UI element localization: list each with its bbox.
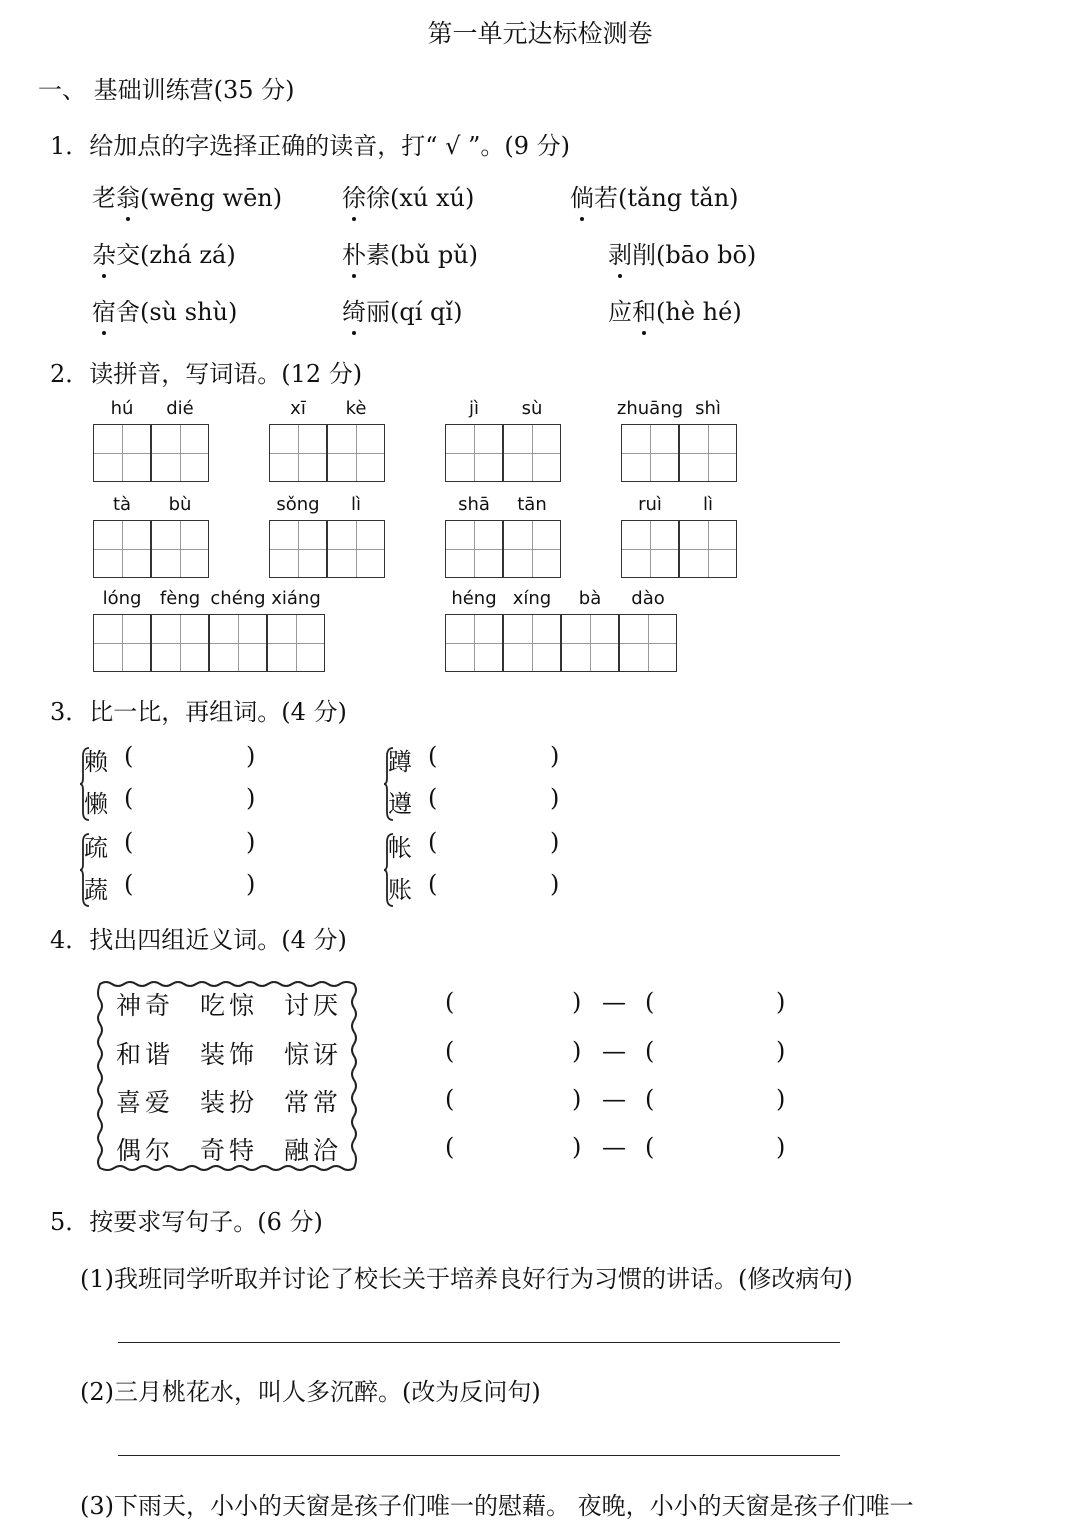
- word-answer-blank[interactable]: [140, 786, 246, 816]
- synonym-answer-blank[interactable]: [462, 990, 568, 1020]
- synonym-answer-blank[interactable]: [462, 1039, 568, 1069]
- word-option: 奇特: [200, 1136, 259, 1165]
- writing-cell[interactable]: [503, 424, 561, 482]
- paren-open: (: [124, 870, 134, 898]
- pronunciation-item: [342, 292, 462, 327]
- word-answer-blank[interactable]: [444, 744, 550, 774]
- paren-close: ): [246, 828, 256, 856]
- word-char: 素: [366, 241, 390, 269]
- word-char: 应: [608, 298, 632, 326]
- writing-cell[interactable]: [151, 614, 209, 672]
- dotted-char: 宿: [92, 292, 116, 327]
- writing-cell[interactable]: [151, 520, 209, 578]
- pronunciation-item: [608, 235, 756, 270]
- word-char: 舍: [116, 298, 140, 326]
- paren-open: (: [645, 1133, 655, 1161]
- paren-open: (: [428, 870, 438, 898]
- word-option: 装饰: [200, 1040, 259, 1069]
- pinyin-label: sǒng: [276, 494, 320, 515]
- paren-close: ): [572, 988, 582, 1016]
- dash: —: [602, 988, 626, 1016]
- pinyin-options[interactable]: (hè hé): [656, 298, 742, 326]
- paren-open: (: [645, 1037, 655, 1065]
- word-answer-blank[interactable]: [140, 872, 246, 902]
- compare-char: 蔬: [84, 876, 108, 904]
- pinyin-label: tān: [517, 494, 547, 515]
- paren-close: ): [572, 1085, 582, 1113]
- writing-cell[interactable]: [93, 520, 151, 578]
- pronunciation-item: [92, 235, 236, 270]
- word-char: 交: [116, 241, 140, 269]
- dotted-char: 和: [632, 292, 656, 327]
- writing-cell[interactable]: [445, 424, 503, 482]
- pinyin-label: hú: [110, 398, 134, 419]
- pinyin-options[interactable]: (bāo bō): [656, 241, 757, 269]
- writing-cell[interactable]: [151, 424, 209, 482]
- section-heading-basic: 一、 基础训练营(35 分): [38, 76, 295, 104]
- paren-close: ): [776, 1133, 786, 1161]
- pinyin-label: lóng: [102, 588, 142, 609]
- paren-close: ): [246, 870, 256, 898]
- paren-close: ): [246, 784, 256, 812]
- question-5-label: 5．按要求写句子。(6 分): [50, 1208, 323, 1236]
- word-option: 装扮: [200, 1088, 259, 1117]
- paren-close: ): [550, 828, 560, 856]
- writing-cell[interactable]: [327, 520, 385, 578]
- word-char: 徐: [366, 184, 390, 212]
- writing-cell[interactable]: [93, 424, 151, 482]
- paren-open: (: [445, 988, 455, 1016]
- pinyin-label: tà: [112, 494, 132, 515]
- dotted-char: 翁: [116, 178, 140, 213]
- paren-close: ): [572, 1133, 582, 1161]
- pinyin-label: zhuāng: [616, 398, 684, 419]
- pinyin-options[interactable]: (qí qǐ): [390, 298, 463, 326]
- writing-cell[interactable]: [561, 614, 619, 672]
- word-answer-blank[interactable]: [140, 830, 246, 860]
- writing-cell[interactable]: [503, 614, 561, 672]
- paren-open: (: [445, 1037, 455, 1065]
- compare-char: 赖: [84, 748, 108, 776]
- pronunciation-item: [570, 178, 739, 213]
- paren-close: ): [776, 988, 786, 1016]
- pinyin-label: bà: [578, 588, 602, 609]
- pinyin-label: lì: [702, 494, 713, 515]
- writing-cell[interactable]: [267, 614, 325, 672]
- pinyin-label: bù: [168, 494, 192, 515]
- dotted-char: 倘: [570, 178, 594, 213]
- compare-char: 蹲: [388, 748, 412, 776]
- synonym-answer-blank[interactable]: [662, 1039, 772, 1069]
- writing-cell[interactable]: [619, 614, 677, 672]
- word-answer-blank[interactable]: [444, 830, 550, 860]
- pronunciation-item: [608, 292, 742, 327]
- writing-cell[interactable]: [621, 424, 679, 482]
- word-option: 惊讶: [284, 1040, 343, 1069]
- word-option: 吃惊: [200, 991, 259, 1020]
- writing-cell[interactable]: [679, 424, 737, 482]
- paren-open: (: [645, 988, 655, 1016]
- pinyin-label: chéng: [210, 588, 266, 609]
- paren-close: ): [776, 1085, 786, 1113]
- word-char: 削: [632, 241, 656, 269]
- pinyin-options[interactable]: (bǔ pǔ): [390, 241, 478, 269]
- pinyin-label: fèng: [159, 588, 201, 609]
- paren-open: (: [428, 828, 438, 856]
- writing-cell[interactable]: [679, 520, 737, 578]
- word-option: 和谐: [116, 1040, 175, 1069]
- pinyin-label: shā: [458, 494, 490, 515]
- sentence-3: (3)下雨天，小小的天窗是孩子们唯一的慰藉。 夜晚，小小的天窗是孩子们唯一: [80, 1492, 914, 1520]
- paren-close: ): [550, 870, 560, 898]
- dash: —: [602, 1037, 626, 1065]
- dash: —: [602, 1133, 626, 1161]
- synonym-answer-blank[interactable]: [462, 1087, 568, 1117]
- sentence-1: (1)我班同学听取并讨论了校长关于培养良好行为习惯的讲话。(修改病句): [80, 1265, 853, 1293]
- pinyin-label: héng: [451, 588, 497, 609]
- paren-open: (: [645, 1085, 655, 1113]
- pinyin-label: jì: [468, 398, 479, 419]
- writing-cell[interactable]: [327, 424, 385, 482]
- dotted-char: 朴: [342, 235, 366, 270]
- answer-line-2[interactable]: [118, 1455, 840, 1456]
- synonym-answer-blank[interactable]: [662, 990, 772, 1020]
- dotted-char: 杂: [92, 235, 116, 270]
- pronunciation-item: [92, 178, 282, 213]
- paren-close: ): [572, 1037, 582, 1065]
- paren-open: (: [124, 784, 134, 812]
- pronunciation-item: [342, 235, 478, 270]
- writing-cell[interactable]: [93, 614, 151, 672]
- paren-open: (: [428, 784, 438, 812]
- compare-char: 疏: [84, 834, 108, 862]
- pinyin-options[interactable]: (xú xú): [390, 184, 475, 212]
- word-answer-blank[interactable]: [444, 872, 550, 902]
- pinyin-options[interactable]: (zhá zá): [140, 241, 236, 269]
- writing-cell[interactable]: [621, 520, 679, 578]
- pinyin-label: xī: [290, 398, 306, 419]
- page-title: 第一单元达标检测卷: [427, 19, 653, 48]
- paren-open: (: [124, 828, 134, 856]
- compare-char: 遵: [388, 790, 412, 818]
- question-2-label: 2．读拼音，写词语。(12 分): [50, 360, 363, 388]
- dotted-char: 剥: [608, 235, 632, 270]
- word-char: 老: [92, 184, 116, 212]
- writing-cell[interactable]: [209, 614, 267, 672]
- word-option: 神奇: [116, 991, 175, 1020]
- word-option: 偶尔: [116, 1136, 175, 1165]
- question-4-label: 4．找出四组近义词。(4 分): [50, 926, 347, 954]
- paren-close: ): [246, 742, 256, 770]
- word-option: 喜爱: [116, 1088, 175, 1117]
- paren-open: (: [445, 1133, 455, 1161]
- synonym-answer-blank[interactable]: [662, 1135, 772, 1165]
- synonym-answer-blank[interactable]: [662, 1087, 772, 1117]
- dash: —: [602, 1085, 626, 1113]
- pinyin-label: dào: [631, 588, 665, 609]
- pinyin-options[interactable]: (tǎng tǎn): [618, 184, 739, 212]
- sentence-2: (2)三月桃花水，叫人多沉醉。(改为反问句): [80, 1378, 541, 1406]
- writing-cell[interactable]: [445, 520, 503, 578]
- writing-cell[interactable]: [269, 424, 327, 482]
- pronunciation-item: [92, 292, 237, 327]
- word-char: 丽: [366, 298, 390, 326]
- word-option: 常常: [284, 1088, 343, 1117]
- pinyin-label: xíng: [512, 588, 552, 609]
- pinyin-label: shì: [695, 398, 721, 419]
- paren-close: ): [550, 742, 560, 770]
- pinyin-label: lì: [350, 494, 361, 515]
- word-answer-blank[interactable]: [140, 744, 246, 774]
- pinyin-label: kè: [345, 398, 367, 419]
- pinyin-label: sù: [521, 398, 543, 419]
- pinyin-options[interactable]: (sù shù): [140, 298, 238, 326]
- pinyin-label: ruì: [638, 494, 662, 515]
- dotted-char: 绮: [342, 292, 366, 327]
- word-char: 若: [594, 184, 618, 212]
- pinyin-options[interactable]: (wēng wēn): [140, 184, 283, 212]
- paren-open: (: [124, 742, 134, 770]
- writing-cell[interactable]: [445, 614, 503, 672]
- question-1-label: 1．给加点的字选择正确的读音，打“ √ ”。(9 分): [50, 132, 570, 160]
- word-option: 讨厌: [284, 991, 343, 1020]
- question-3-label: 3．比一比，再组词。(4 分): [50, 698, 347, 726]
- paren-open: (: [428, 742, 438, 770]
- paren-close: ): [550, 784, 560, 812]
- dotted-char: 徐: [342, 178, 366, 213]
- answer-line-1[interactable]: [118, 1342, 840, 1343]
- compare-char: 帐: [388, 834, 412, 862]
- writing-cell[interactable]: [503, 520, 561, 578]
- synonym-answer-blank[interactable]: [462, 1135, 568, 1165]
- pinyin-label: dié: [166, 398, 194, 419]
- paren-close: ): [776, 1037, 786, 1065]
- compare-char: 懒: [84, 790, 108, 818]
- word-option: 融洽: [284, 1136, 343, 1165]
- writing-cell[interactable]: [269, 520, 327, 578]
- paren-open: (: [445, 1085, 455, 1113]
- pinyin-label: xiáng: [271, 588, 321, 609]
- compare-char: 账: [388, 876, 412, 904]
- pronunciation-item: [342, 178, 474, 213]
- word-answer-blank[interactable]: [444, 786, 550, 816]
